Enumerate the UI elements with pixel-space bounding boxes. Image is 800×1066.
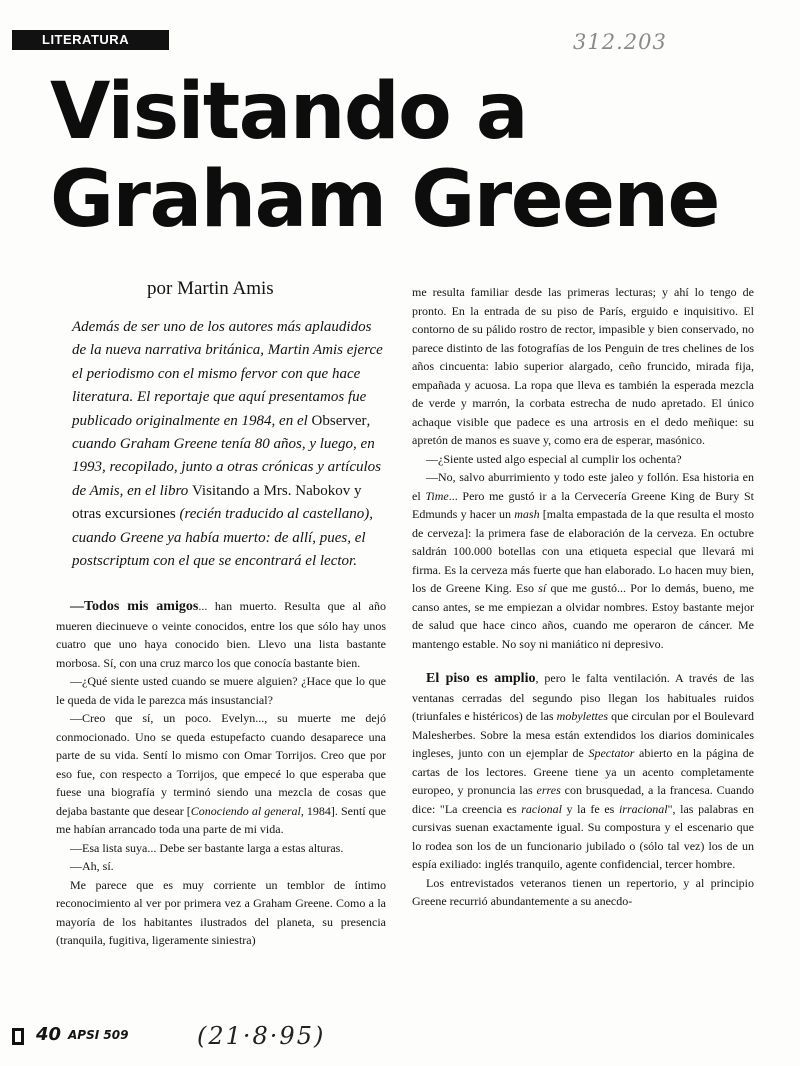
paragraph: —¿Qué siente usted cuando se muere alguien? ¿Hace que lo que le queda de vida le parezca más insustancial? [56, 674, 386, 707]
article-title: Visitando a Graham Greene [50, 67, 719, 245]
right-body-text [412, 283, 754, 911]
paragraph: El piso es amplio, pero le falta ventilación. A través de las ventanas cerradas del segundo piso llegan los habituales ruidos (triunfales e histéricos) de las mobylettes que circulan por el Boulevard Malesherbes. Sobre la mesa están extendidos los diarios dominicales ingleses, junto con un ejemplar de Spectator abierto en la página de cartas de los lectores. Greene tiene ya un acento completamente europeo, y pronuncia las erres con brusquedad, a la francesa. Cuando dice: "La creencia es racional y la fe es irracional", las palabras en cursivas suenan exactamente igual. Su compostura y el escenario que lo rodea son los de un funcionario jubilado o (sólo tal vez) los de un espía exiliado: inglés tranquilo, agente confidencial, tercer hombre. [412, 671, 754, 871]
byline: por Martin Amis [147, 278, 274, 299]
paragraph: —Esa lista suya... Debe ser bastante larga a estas alturas. [70, 840, 344, 855]
lead-paragraph: Además de ser uno de los autores más aplaudidos de la nueva narrativa británica, Martin Amis ejerce el periodismo con el mismo fervor con que hace literatura. El reportaje que aquí presentamos fue publicado originalmente en 1984, en el Observer, cuando Graham Greene tenía 80 años, y luego, en 1993, recopilado, junto a otras crónicas y artículos de Amis, en el libro Visitando a Mrs. Nabokov y otras excursiones (recién traducido al castellano), cuando Greene ya había muerto: de allí, pues, el postscriptum con el que se encontrará el lector. [72, 319, 383, 570]
paragraph: —Creo que sí, un poco. Evelyn..., su muerte me dejó conmocionado. Uno se queda estupefacto cuando desaparece una parte de su vida. Sentí lo mismo con Omar Torrijos. Creo que por eso fue, con respecto a Torrijos, que empecé lo que esperaba que fuese una biografía y terminó siendo una mezcla de cosas que dejaba bastante que desear [Conociendo al general, 1984]. Sentí que me habían arrancado toda una parte de mi vida. [56, 711, 386, 837]
magazine-name: APSI 509 [68, 1028, 129, 1042]
paragraph: Los entrevistados veteranos tienen un repertorio, y al principio Greene recurrió abundantemente a su anecdo- [412, 875, 754, 908]
page-number: 40 [36, 1024, 62, 1045]
lead-in: El piso es amplio [426, 671, 536, 686]
section-tag: LITERATURA [12, 30, 169, 50]
end-mark-icon [12, 1028, 24, 1045]
paragraph: —¿Siente usted algo especial al cumplir los ochenta? [426, 451, 682, 466]
right-column [412, 283, 754, 911]
handwritten-archive-note: 312.203 [573, 30, 667, 54]
paragraph: —Todos mis amigos... han muerto. Resulta que al año mueren diecinueve o veinte conocidos, entre los que sólo hay unos cuatro que uno haya conocido bien. Llevo una lista bastante morbosa. Sí, con una cruz marco los que conocía bastante bien. [56, 599, 386, 670]
handwritten-date: (21·8·95) [197, 1022, 326, 1050]
left-body-text [56, 597, 386, 950]
left-column [56, 316, 386, 950]
paragraph: —Ah, sí. [70, 859, 114, 874]
paragraph: Me parece que es muy corriente un temblor de íntimo reconocimiento al ver por primera vez a Graham Greene. Como a la mayoría de los habitantes ilustrados del planeta, su presencia (tranquila, fugitiva, ligeramente siniestra) [56, 877, 386, 948]
paragraph: —No, salvo aburrimiento y todo este jaleo y follón. Esa historia en el Time... Pero me gustó ir a la Cervecería Greene King de Bury St Edmunds y hacer un mash [malta empastada de la que resulta el mosto de cerveza]: la primera fase de elaboración de la cerveza. En octubre saldrán 100.000 botellas con una etiqueta especial que llevará mi firma. Es la cerveza más fuerte que han elaborado. Lo hacen muy bien, los de Greene King. Eso sí que me gustó... Por lo demás, bueno, me canso antes, se me empiezan a olvidar nombres. Estoy bastante mejor de salud que hace cinco años, cuando me operaron de cáncer. Me mantengo estable. No soy ni maniático ni depresivo. [412, 470, 755, 651]
lead-in: —Todos mis amigos [70, 599, 199, 615]
page-footer [12, 1024, 412, 1058]
paragraph: me resulta familiar desde las primeras lecturas; y ahí lo tengo de pronto. En la entrada de su piso de París, erguido e inquisitivo. El contorno de su pálido rostro de rector, impasible y bien conservado, no parece distinto de las fotografías de los Penguin de tres chelines de los años cincuenta: labio superior alargado, ceño fruncido, mirada fija, empañada y acuosa. La ropa que lleva es también la esperada mezcla de verde y marrón, la corbata estrecha de nudo apretado. El único achaque visible que padece es una artrosis en el dedo meñique: su apretón de manos es suave y, como era de esperar, masónico. [412, 285, 754, 447]
